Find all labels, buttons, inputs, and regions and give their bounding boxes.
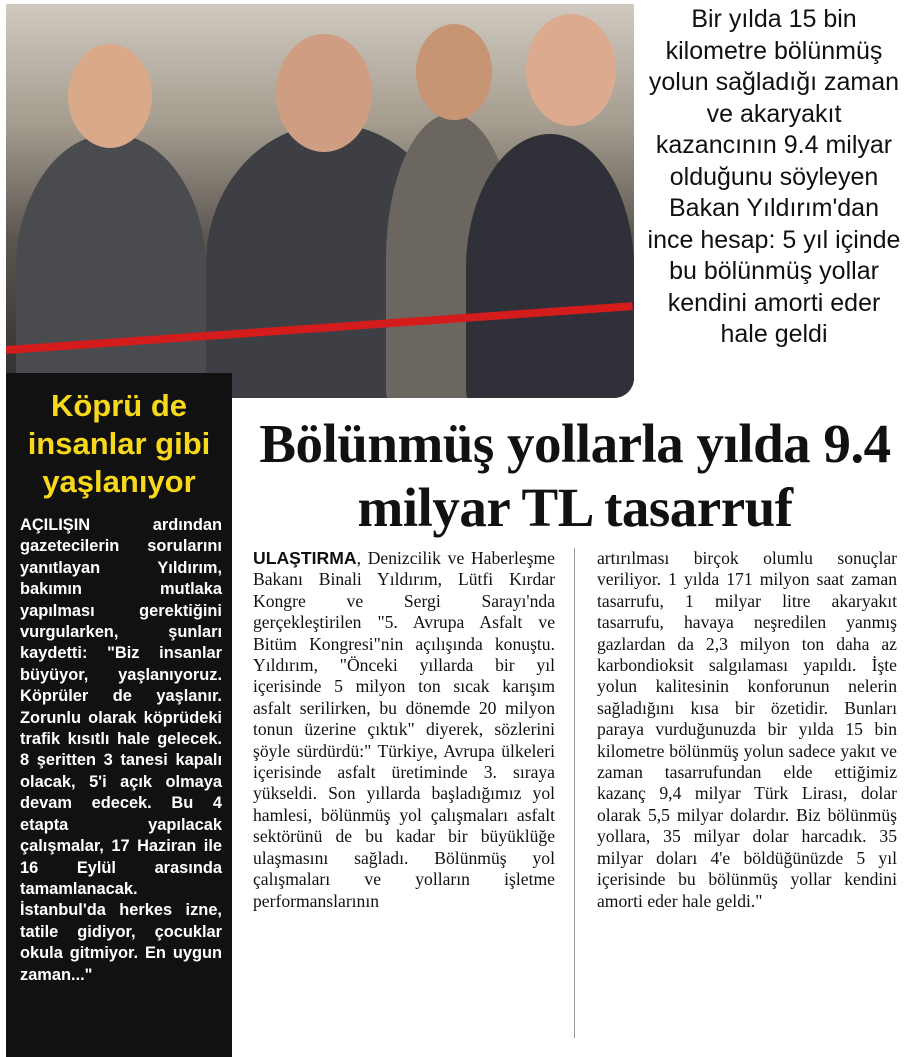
- article-column-1-text: , Denizcilik ve Haberleşme Bakanı Binali Yıldırım, Lütfi Kırdar Kongre ve Sergi Sarayı'nda gerçekleştirilen "5. Avrupa Asfalt ve Bitüm Kongresi"nin açılışında konuştu. Yıldırım, "Önceki yıllarda bir yıl içerisinde 5 milyon ton sıcak karışım asfalt serilirken, bu dönemde 20 milyon tonun üzerine çıktık" diyerek, sözlerini şöyle sürdürdü:" Türkiye, Avrupa ülkeleri içerisinde asfalt üretiminde 3. sıraya yükseldi. Son yıllarda başladığımız yol hamlesi, bölünmüş yol çalışmaları asfalt sektörünü de bu kadar bir büyüklüğe ulaşmasını sağladı. Bölünmüş yol çalışmaları ve yolların işletme performanslarının: [253, 548, 555, 911]
- sidebar-body: [6, 501, 232, 986]
- sidebar-text: ardından gazetecilerin sorularını yanıtlayan Yıldırım, bakımın mutlaka yapılması gerektiğini vurgularken, şunları kaydetti: "Biz insanlar büyüyor, yaşlanıyoruz. Köprüler de yaşlanır. Zorunlu olarak köprüdeki trafik kısıtlı hale gelecek. 8 şeritten 3 tanesi kapalı olacak, 5'i açık olmaya devam edecek. Bu 4 etapta yapılacak çalışmalar, 17 Haziran ile 16 Eylül arasında tamamlanacak. İstanbul'da herkes izne, tatile gidiyor, çocuklar okula gitmiyor. En uygun zaman...": [20, 516, 222, 984]
- person-left-head: [68, 44, 152, 148]
- ribbon-cutting-photo: [6, 4, 634, 398]
- photo-caption: Bir yılda 15 bin kilometre bölünmüş yolun sağladığı zaman ve akaryakıt kazancının 9.4 milyar olduğunu söyleyen Bakan Yıldırım'dan ince hesap: 5 yıl içinde bu bölünmüş yollar kendini amorti eder hale geldi: [647, 5, 901, 348]
- person-center-head: [276, 34, 372, 152]
- sidebar-box: [6, 373, 232, 1057]
- article-column-2-text: artırılması birçok olumlu sonuçlar veriliyor. 1 yılda 171 milyon saat zaman tasarrufu, 1 milyar litre akaryakıt tasarrufu, havaya neşredilen yanmış gazlardan da 2,3 milyon ton daha az karbondioksit salgılaması yapıldı. İşte yolun kalitesinin konforunun nelerin sağladığını kısa bir özetidir. Bunları paraya vurduğunuzda bir yılda 15 bin kilometre bölünmüş yolun sadece yakıt ve zaman tasarrufundan elde ettiğimiz kazanç 9,4 milyar Türk Lirası, dolar olarak 5,5 milyar dolardır. Biz bölünmüş yollara, 35 milyar dolar harcadık. 35 milyar doları 4'e böldüğünüzde 5 yıl içerisinde bu bölünmüş yollar kendini amorti eder hale geldi.": [597, 548, 897, 911]
- person-right-head: [526, 14, 616, 126]
- sidebar-lead: AÇILIŞIN: [20, 516, 91, 534]
- article-lead: ULAŞTIRMA: [253, 548, 357, 568]
- headline: Bölünmüş yollarla yılda 9.4 milyar TL tasarruf: [259, 413, 891, 538]
- article-column-2: [597, 548, 897, 912]
- person-back-head: [416, 24, 492, 120]
- column-divider: [574, 548, 575, 1038]
- sidebar-title: Köprü de insanlar gibi yaşlanıyor: [27, 388, 211, 499]
- person-left: [16, 134, 206, 398]
- person-right: [466, 134, 634, 398]
- article-column-1: [253, 548, 555, 912]
